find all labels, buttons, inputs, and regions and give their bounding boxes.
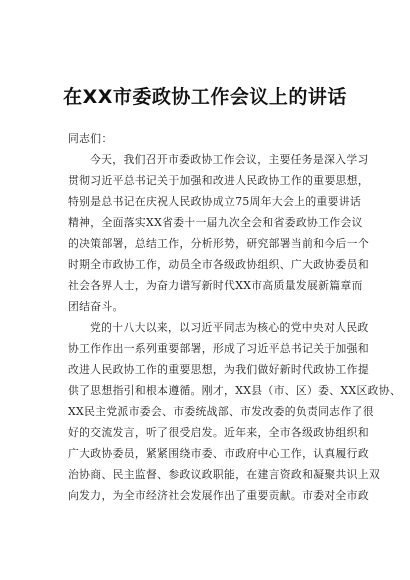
- paragraph-line: 向发力，为全市经济社会发展作出了重要贡献。市委对全市政: [68, 489, 369, 502]
- document-body: [68, 128, 402, 506]
- paragraph-line: 今天，我们召开市委政协工作会议，主要任务是深入学习: [90, 153, 369, 166]
- paragraph-line: 协工作作出一系列重要部署，形成了习近平总书记关于加强和: [68, 342, 369, 355]
- paragraph-line: 团结奋斗。: [68, 300, 124, 313]
- document-title: 在XX市委政协工作会议上的讲话: [63, 86, 347, 108]
- paragraph-line: 广大政协委员，紧紧围绕市委、市政府中心工作，认真履行政: [68, 447, 369, 460]
- paragraph-line: 特别是总书记在庆祝人民政协成立75周年大会上的重要讲话: [68, 195, 362, 208]
- paragraph-line: 治协商、民主监督、参政议政职能，在建言资政和凝聚共识上双: [68, 468, 381, 481]
- salutation: 同志们：: [68, 132, 113, 145]
- paragraph-line: XX民主党派市委会、市委统战部、市发改委的负责同志作了很: [68, 405, 374, 418]
- paragraph-line: 好的交流发言，听了很受启发。近年来，全市各级政协组织和: [68, 426, 369, 439]
- paragraph-line: 时期全市政协工作，动员全市各级政协组织、广大政协委员和: [68, 258, 369, 271]
- paragraph-line: 社会各界人士，为奋力谱写新时代XX市高质量发展新篇章而: [68, 279, 363, 292]
- paragraph-line: 贯彻习近平总书记关于加强和改进人民政协工作的重要思想，: [68, 174, 369, 187]
- paragraph-line: 改进人民政协工作的重要思想，为我们做好新时代政协工作提: [68, 363, 369, 376]
- paragraph-line: 的决策部署，总结工作，分析形势，研究部署当前和今后一个: [68, 237, 369, 250]
- paragraph-line: 党的十八大以来，以习近平同志为核心的党中央对人民政: [90, 321, 369, 334]
- paragraph-line: 精神，全面落实XX省委十一届九次全会和省委政协工作会议: [68, 216, 363, 229]
- paragraph-line: 供了思想指引和根本遵循。刚才，XX县（市、区）委、XX区政协、: [68, 384, 402, 397]
